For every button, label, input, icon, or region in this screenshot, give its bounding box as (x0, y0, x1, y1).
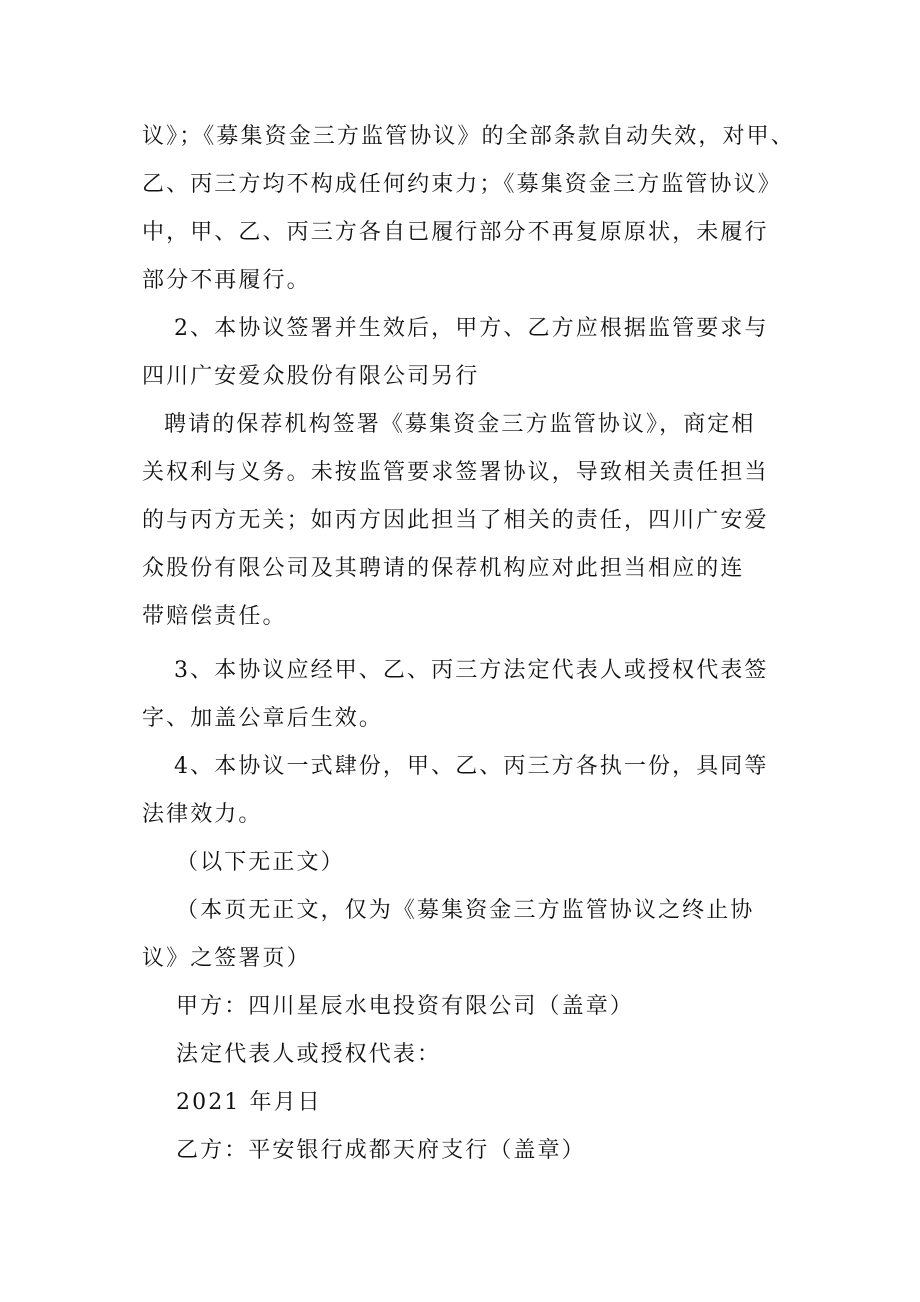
text-line: 众股份有限公司及其聘请的保荐机构应对此担当相应的连 (142, 556, 745, 581)
clause-4-line: 4、本协议一式肆份，甲、乙、丙三方各执一份，具同等 (174, 754, 769, 779)
clause-2-line: 2、本协议签署并生效后，甲方、乙方应根据监管要求与 (174, 316, 769, 341)
text-line: 字、加盖公章后生效。 (142, 706, 384, 731)
legal-representative-line: 法定代表人或授权代表： (176, 1042, 442, 1067)
text-line: 议》之签署页） (142, 946, 311, 971)
clause-3-line: 3、本协议应经甲、乙、丙三方法定代表人或授权代表签 (174, 658, 769, 683)
text-line: 带赔偿责任。 (142, 604, 287, 629)
text-line: 中，甲、乙、丙三方各自已履行部分不再复原原状，未履行 (142, 220, 769, 245)
text-line: 部分不再履行。 (142, 268, 311, 293)
text-line: 关权利与义务。未按监管要求签署协议，导致相关责任担当 (142, 460, 769, 485)
date-line: 2021 年月日 (176, 1090, 322, 1115)
party-a-line: 甲方：四川星辰水电投资有限公司（盖章） (176, 994, 634, 1019)
text-line: 聘请的保荐机构签署《募集资金三方监管协议》，商定相 (164, 412, 756, 437)
party-b-line: 乙方：平安银行成都天府支行（盖章） (176, 1138, 586, 1163)
text-line: 的与丙方无关；如丙方因此担当了相关的责任，四川广安爱 (142, 508, 769, 533)
text-line: 法律效力。 (142, 802, 263, 827)
text-line: 乙、丙三方均不构成任何约束力；《募集资金三方监管协议》 (142, 172, 782, 197)
signature-page-note: （本页无正文，仅为《募集资金三方监管协议之终止协 (176, 898, 755, 923)
no-body-note: （以下无正文） (176, 850, 345, 875)
text-line: 议》；《募集资金三方监管协议》的全部条款自动失效，对甲、 (142, 124, 795, 149)
text-line: 四川广安爱众股份有限公司另行 (142, 364, 480, 389)
